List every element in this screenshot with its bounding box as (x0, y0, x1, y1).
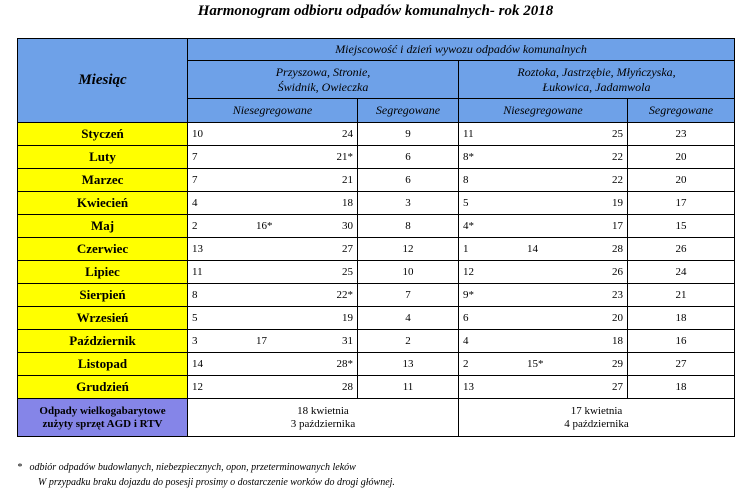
bulky-waste-label (18, 399, 188, 437)
table-row (18, 146, 735, 169)
page-title: Harmonogram odbioru odpadów komunalnych- rok 2018 (197, 3, 554, 19)
g2-unsorted-date: 1 (463, 243, 469, 255)
table-row (18, 238, 735, 261)
table-row (18, 376, 735, 399)
g1-sorted-cell: 3 (358, 192, 459, 215)
locality-header: Miejscowość i dzień wywozu odpadów komunalnych (188, 39, 735, 61)
g1-unsorted-date: 17 (256, 335, 267, 347)
g2-unsorted-cell (459, 307, 628, 330)
g1-unsorted-date: 7 (192, 151, 198, 163)
g1-unsorted-date: 8 (192, 289, 198, 301)
g2-sorted-cell: 20 (628, 169, 735, 192)
bulky-waste-row (18, 399, 735, 437)
group1-unsorted-header: Niesegregowane (188, 99, 358, 123)
g1-unsorted-date: 13 (192, 243, 203, 255)
g1-unsorted-date: 28* (336, 358, 353, 370)
g1-unsorted-date: 25 (342, 266, 353, 278)
g1-unsorted-cell (188, 284, 358, 307)
g1-unsorted-date: 27 (342, 243, 353, 255)
group1-bulky-line2: 3 października (290, 417, 356, 430)
g1-sorted-cell: 4 (358, 307, 459, 330)
month-cell: Styczeń (18, 123, 188, 146)
g1-unsorted-date: 24 (342, 128, 353, 140)
g2-unsorted-cell (459, 376, 628, 399)
g2-unsorted-cell (459, 192, 628, 215)
g1-unsorted-cell (188, 330, 358, 353)
month-cell: Lipiec (18, 261, 188, 284)
group2-bulky-line2: 4 października (564, 417, 629, 430)
g1-unsorted-cell (188, 123, 358, 146)
g1-unsorted-date: 10 (192, 128, 203, 140)
g1-sorted-cell: 8 (358, 215, 459, 238)
table-row (18, 123, 735, 146)
group1-line1: Przyszowa, Stronie, (275, 64, 371, 79)
month-cell: Czerwiec (18, 238, 188, 261)
group2-unsorted-header: Niesegregowane (459, 99, 628, 123)
g2-unsorted-date: 4* (463, 220, 474, 232)
month-cell: Październik (18, 330, 188, 353)
g2-unsorted-date: 4 (463, 335, 469, 347)
g1-sorted-cell: 11 (358, 376, 459, 399)
g2-unsorted-cell (459, 123, 628, 146)
g2-unsorted-date: 23 (612, 289, 623, 301)
group1-line2: Świdnik, Owieczka (277, 79, 369, 94)
g2-sorted-cell: 20 (628, 146, 735, 169)
table-row (18, 169, 735, 192)
table-row (18, 307, 735, 330)
g1-unsorted-date: 16* (256, 220, 273, 232)
g2-unsorted-date: 8* (463, 151, 474, 163)
g1-unsorted-date: 5 (192, 312, 198, 324)
g2-sorted-cell: 27 (628, 353, 735, 376)
g1-unsorted-date: 22* (336, 289, 353, 301)
g2-unsorted-date: 19 (612, 197, 623, 209)
month-cell: Grudzień (18, 376, 188, 399)
bulky-label-line2: zużyty sprzęt AGD i RTV (42, 417, 163, 430)
schedule-table (17, 38, 735, 437)
g2-unsorted-date: 29 (612, 358, 623, 370)
g2-unsorted-cell (459, 284, 628, 307)
bulky-label-line1: Odpady wielkogabarytowe (39, 404, 166, 417)
g2-unsorted-date: 28 (612, 243, 623, 255)
g2-unsorted-date: 15* (527, 358, 544, 370)
g1-sorted-cell: 6 (358, 169, 459, 192)
footnote-line1 (17, 462, 356, 473)
g1-unsorted-date: 19 (342, 312, 353, 324)
g1-unsorted-date: 3 (192, 335, 198, 347)
g2-unsorted-cell (459, 169, 628, 192)
group2-bulky-line1: 17 kwietnia (570, 404, 623, 417)
g1-sorted-cell: 12 (358, 238, 459, 261)
g2-sorted-cell: 18 (628, 376, 735, 399)
group1-bulky-dates (188, 399, 459, 437)
g1-unsorted-date: 18 (342, 197, 353, 209)
g1-unsorted-cell (188, 353, 358, 376)
g1-unsorted-cell (188, 376, 358, 399)
g2-unsorted-date: 18 (612, 335, 623, 347)
g1-unsorted-date: 21 (342, 174, 353, 186)
g1-unsorted-date: 4 (192, 197, 198, 209)
g2-unsorted-date: 25 (612, 128, 623, 140)
g1-unsorted-cell (188, 307, 358, 330)
g2-unsorted-date: 20 (612, 312, 623, 324)
month-cell: Luty (18, 146, 188, 169)
g2-sorted-cell: 23 (628, 123, 735, 146)
g2-sorted-cell: 15 (628, 215, 735, 238)
g1-unsorted-date: 7 (192, 174, 198, 186)
footnote-marker: * (17, 462, 22, 473)
group1-header (188, 61, 459, 99)
month-cell: Maj (18, 215, 188, 238)
g2-sorted-cell: 26 (628, 238, 735, 261)
g2-unsorted-date: 22 (612, 174, 623, 186)
g1-unsorted-cell (188, 192, 358, 215)
g2-unsorted-date: 6 (463, 312, 469, 324)
group1-sorted-header: Segregowane (358, 99, 459, 123)
group1-bulky-line1: 18 kwietnia (297, 404, 349, 417)
g2-unsorted-date: 12 (463, 266, 474, 278)
g1-unsorted-date: 31 (342, 335, 353, 347)
g2-unsorted-date: 8 (463, 174, 469, 186)
g2-unsorted-date: 14 (527, 243, 538, 255)
g2-unsorted-date: 17 (612, 220, 623, 232)
g1-unsorted-date: 11 (192, 266, 203, 278)
g2-sorted-cell: 16 (628, 330, 735, 353)
table-row (18, 192, 735, 215)
g2-unsorted-cell (459, 261, 628, 284)
month-cell: Listopad (18, 353, 188, 376)
footnote-line2: W przypadku braku dojazdu do posesji prosimy o dostarczenie worków do drogi głównej. (38, 477, 395, 488)
g2-sorted-cell: 17 (628, 192, 735, 215)
g1-unsorted-date: 30 (342, 220, 353, 232)
group2-line1: Roztoka, Jastrzębie, Młyńczyska, (517, 64, 676, 79)
group2-header (459, 61, 735, 99)
g1-unsorted-cell (188, 261, 358, 284)
g2-unsorted-date: 13 (463, 381, 474, 393)
g1-unsorted-cell (188, 215, 358, 238)
g2-sorted-cell: 18 (628, 307, 735, 330)
g1-sorted-cell: 9 (358, 123, 459, 146)
g2-unsorted-date: 26 (612, 266, 623, 278)
month-cell: Sierpień (18, 284, 188, 307)
g1-unsorted-date: 12 (192, 381, 203, 393)
g1-sorted-cell: 10 (358, 261, 459, 284)
g2-sorted-cell: 24 (628, 261, 735, 284)
g2-unsorted-cell (459, 330, 628, 353)
g1-sorted-cell: 7 (358, 284, 459, 307)
g2-unsorted-date: 9* (463, 289, 474, 301)
g2-unsorted-date: 11 (463, 128, 474, 140)
group2-line2: Łukowica, Jadamwola (542, 79, 651, 94)
g1-unsorted-cell (188, 146, 358, 169)
g1-sorted-cell: 2 (358, 330, 459, 353)
g2-unsorted-cell (459, 238, 628, 261)
month-cell: Kwiecień (18, 192, 188, 215)
g2-unsorted-date: 27 (612, 381, 623, 393)
g2-unsorted-date: 5 (463, 197, 469, 209)
month-cell: Wrzesień (18, 307, 188, 330)
g1-unsorted-date: 21* (336, 151, 353, 163)
g1-unsorted-date: 14 (192, 358, 203, 370)
g1-sorted-cell: 6 (358, 146, 459, 169)
g1-sorted-cell: 13 (358, 353, 459, 376)
table-row (18, 215, 735, 238)
g1-unsorted-cell (188, 169, 358, 192)
g1-unsorted-date: 2 (192, 220, 198, 232)
table-row (18, 330, 735, 353)
g1-unsorted-date: 28 (342, 381, 353, 393)
table-row (18, 353, 735, 376)
g2-unsorted-date: 22 (612, 151, 623, 163)
g2-unsorted-cell (459, 353, 628, 376)
group2-sorted-header: Segregowane (628, 99, 735, 123)
month-column-header: Miesiąc (18, 39, 188, 123)
g2-sorted-cell: 21 (628, 284, 735, 307)
g2-unsorted-date: 2 (463, 358, 469, 370)
month-cell: Marzec (18, 169, 188, 192)
g2-unsorted-cell (459, 146, 628, 169)
g2-unsorted-cell (459, 215, 628, 238)
table-row (18, 261, 735, 284)
footnote-text1: odbiór odpadów budowlanych, niebezpiecznych, opon, przeterminowanych leków (29, 462, 356, 473)
group2-bulky-dates (459, 399, 735, 437)
g1-unsorted-cell (188, 238, 358, 261)
table-row (18, 284, 735, 307)
